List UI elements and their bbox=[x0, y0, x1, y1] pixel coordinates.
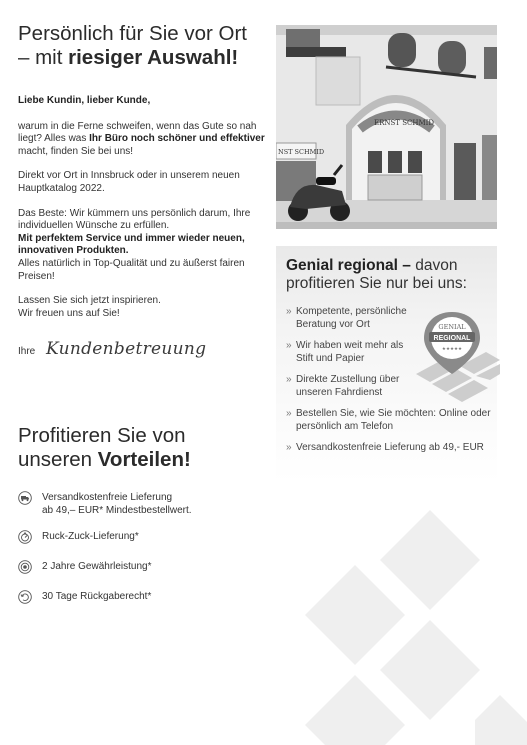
p1-text-end: macht, finden Sie bei uns! bbox=[18, 145, 134, 157]
regional-panel bbox=[276, 246, 497, 482]
p1-bold: Ihr Büro noch schöner und effektiver bbox=[89, 133, 265, 145]
benefits-title bbox=[18, 424, 191, 472]
regional-item bbox=[286, 408, 491, 433]
title-line2-bold: riesiger Auswahl! bbox=[68, 46, 239, 69]
letter-paragraph-1 bbox=[18, 121, 268, 159]
title-line2-prefix: – mit bbox=[18, 46, 69, 69]
page-title bbox=[18, 22, 247, 70]
signature-prefix: Ihre bbox=[18, 346, 36, 357]
letter-paragraph-2: Direkt vor Ort in Innsbruck oder in unserem neuen Hauptkatalog 2022. bbox=[18, 170, 240, 194]
p4-line1: Lassen Sie sich jetzt inspirieren. bbox=[18, 295, 161, 307]
benefit-text: 30 Tage Rückgaberecht* bbox=[42, 591, 152, 602]
regional-title-line2: profitieren Sie nur bei uns: bbox=[286, 275, 467, 292]
letter bbox=[18, 95, 268, 320]
bullet-marker: » bbox=[286, 442, 292, 453]
bullet-marker: » bbox=[286, 374, 292, 385]
decorative-diamonds bbox=[300, 510, 527, 745]
regional-list-wide bbox=[286, 408, 491, 464]
warranty-icon bbox=[18, 560, 32, 574]
bullet-marker: » bbox=[286, 306, 292, 317]
regional-title-rest: davon bbox=[410, 257, 458, 274]
bullet-marker: » bbox=[286, 408, 292, 419]
regional-item bbox=[286, 442, 491, 455]
regional-item bbox=[286, 340, 414, 365]
storefront-illustration bbox=[276, 25, 497, 229]
regional-title-bold: Genial regional – bbox=[286, 257, 411, 274]
regional-item-text: Bestellen Sie, wie Sie möchten: Online oder persönlich am Telefon bbox=[296, 408, 491, 432]
p4-line2: Wir freuen uns auf Sie! bbox=[18, 307, 120, 319]
p3-text: Das Beste: Wir kümmern uns persönlich darum, Ihre individuellen Wünsche zu erfüllen. bbox=[18, 207, 251, 232]
regional-title bbox=[286, 257, 491, 293]
benefits-title-bold: Vorteilen! bbox=[97, 448, 191, 471]
regional-item-text: Wir haben weit mehr als Stift und Papier bbox=[296, 340, 404, 364]
regional-item-text: Kompetente, persönliche Beratung vor Ort bbox=[296, 306, 407, 330]
benefit-text: 2 Jahre Gewährleistung* bbox=[42, 561, 152, 572]
letter-greeting: Liebe Kundin, lieber Kunde, bbox=[18, 95, 151, 106]
storefront-photo bbox=[276, 25, 497, 229]
left-sign: NST SCHMID bbox=[278, 148, 325, 156]
p1-text: warum in die Ferne schweifen, wenn das Gute so nah liegt? Alles was bbox=[18, 120, 257, 145]
arch-sign: ERNST SCHMID bbox=[374, 119, 434, 127]
benefit-text bbox=[42, 492, 192, 517]
regional-item-text: Direkte Zustellung über unseren Fahrdienst bbox=[296, 374, 400, 398]
signature: Kundenbetreuung bbox=[46, 339, 207, 359]
regional-list bbox=[286, 306, 414, 408]
p3-bold: Mit perfektem Service und immer wieder neuen, innovativen Produkten. bbox=[18, 232, 245, 257]
regional-item bbox=[286, 306, 414, 331]
benefit-text: Ruck-Zuck-Lieferung* bbox=[42, 531, 139, 542]
genial-regional-badge bbox=[412, 308, 500, 410]
truck-icon bbox=[18, 491, 32, 505]
badge-stars: ★★★★★ bbox=[441, 347, 463, 352]
badge-top-text: GENIAL bbox=[438, 323, 466, 331]
benefit-line1: Versandkostenfreie Lieferung bbox=[42, 492, 173, 503]
bullet-marker: » bbox=[286, 340, 292, 351]
regional-item bbox=[286, 374, 414, 399]
benefits-title-line2: unseren bbox=[18, 448, 98, 471]
letter-paragraph-4 bbox=[18, 295, 268, 320]
regional-item-text: Versandkostenfreie Lieferung ab 49,- EUR bbox=[296, 442, 484, 453]
benefits-title-line1: Profitieren Sie von bbox=[18, 424, 186, 447]
badge-main-text: REGIONAL bbox=[433, 335, 471, 342]
return-icon bbox=[18, 590, 32, 604]
p3-text-end: Alles natürlich in Top-Qualität und zu äußerst fairen Preisen! bbox=[18, 257, 245, 282]
benefit-line2: ab 49,– EUR* Mindestbestellwert. bbox=[42, 504, 192, 516]
title-line1: Persönlich für Sie vor Ort bbox=[18, 22, 247, 45]
speed-icon bbox=[18, 530, 32, 544]
letter-paragraph-3 bbox=[18, 208, 268, 284]
